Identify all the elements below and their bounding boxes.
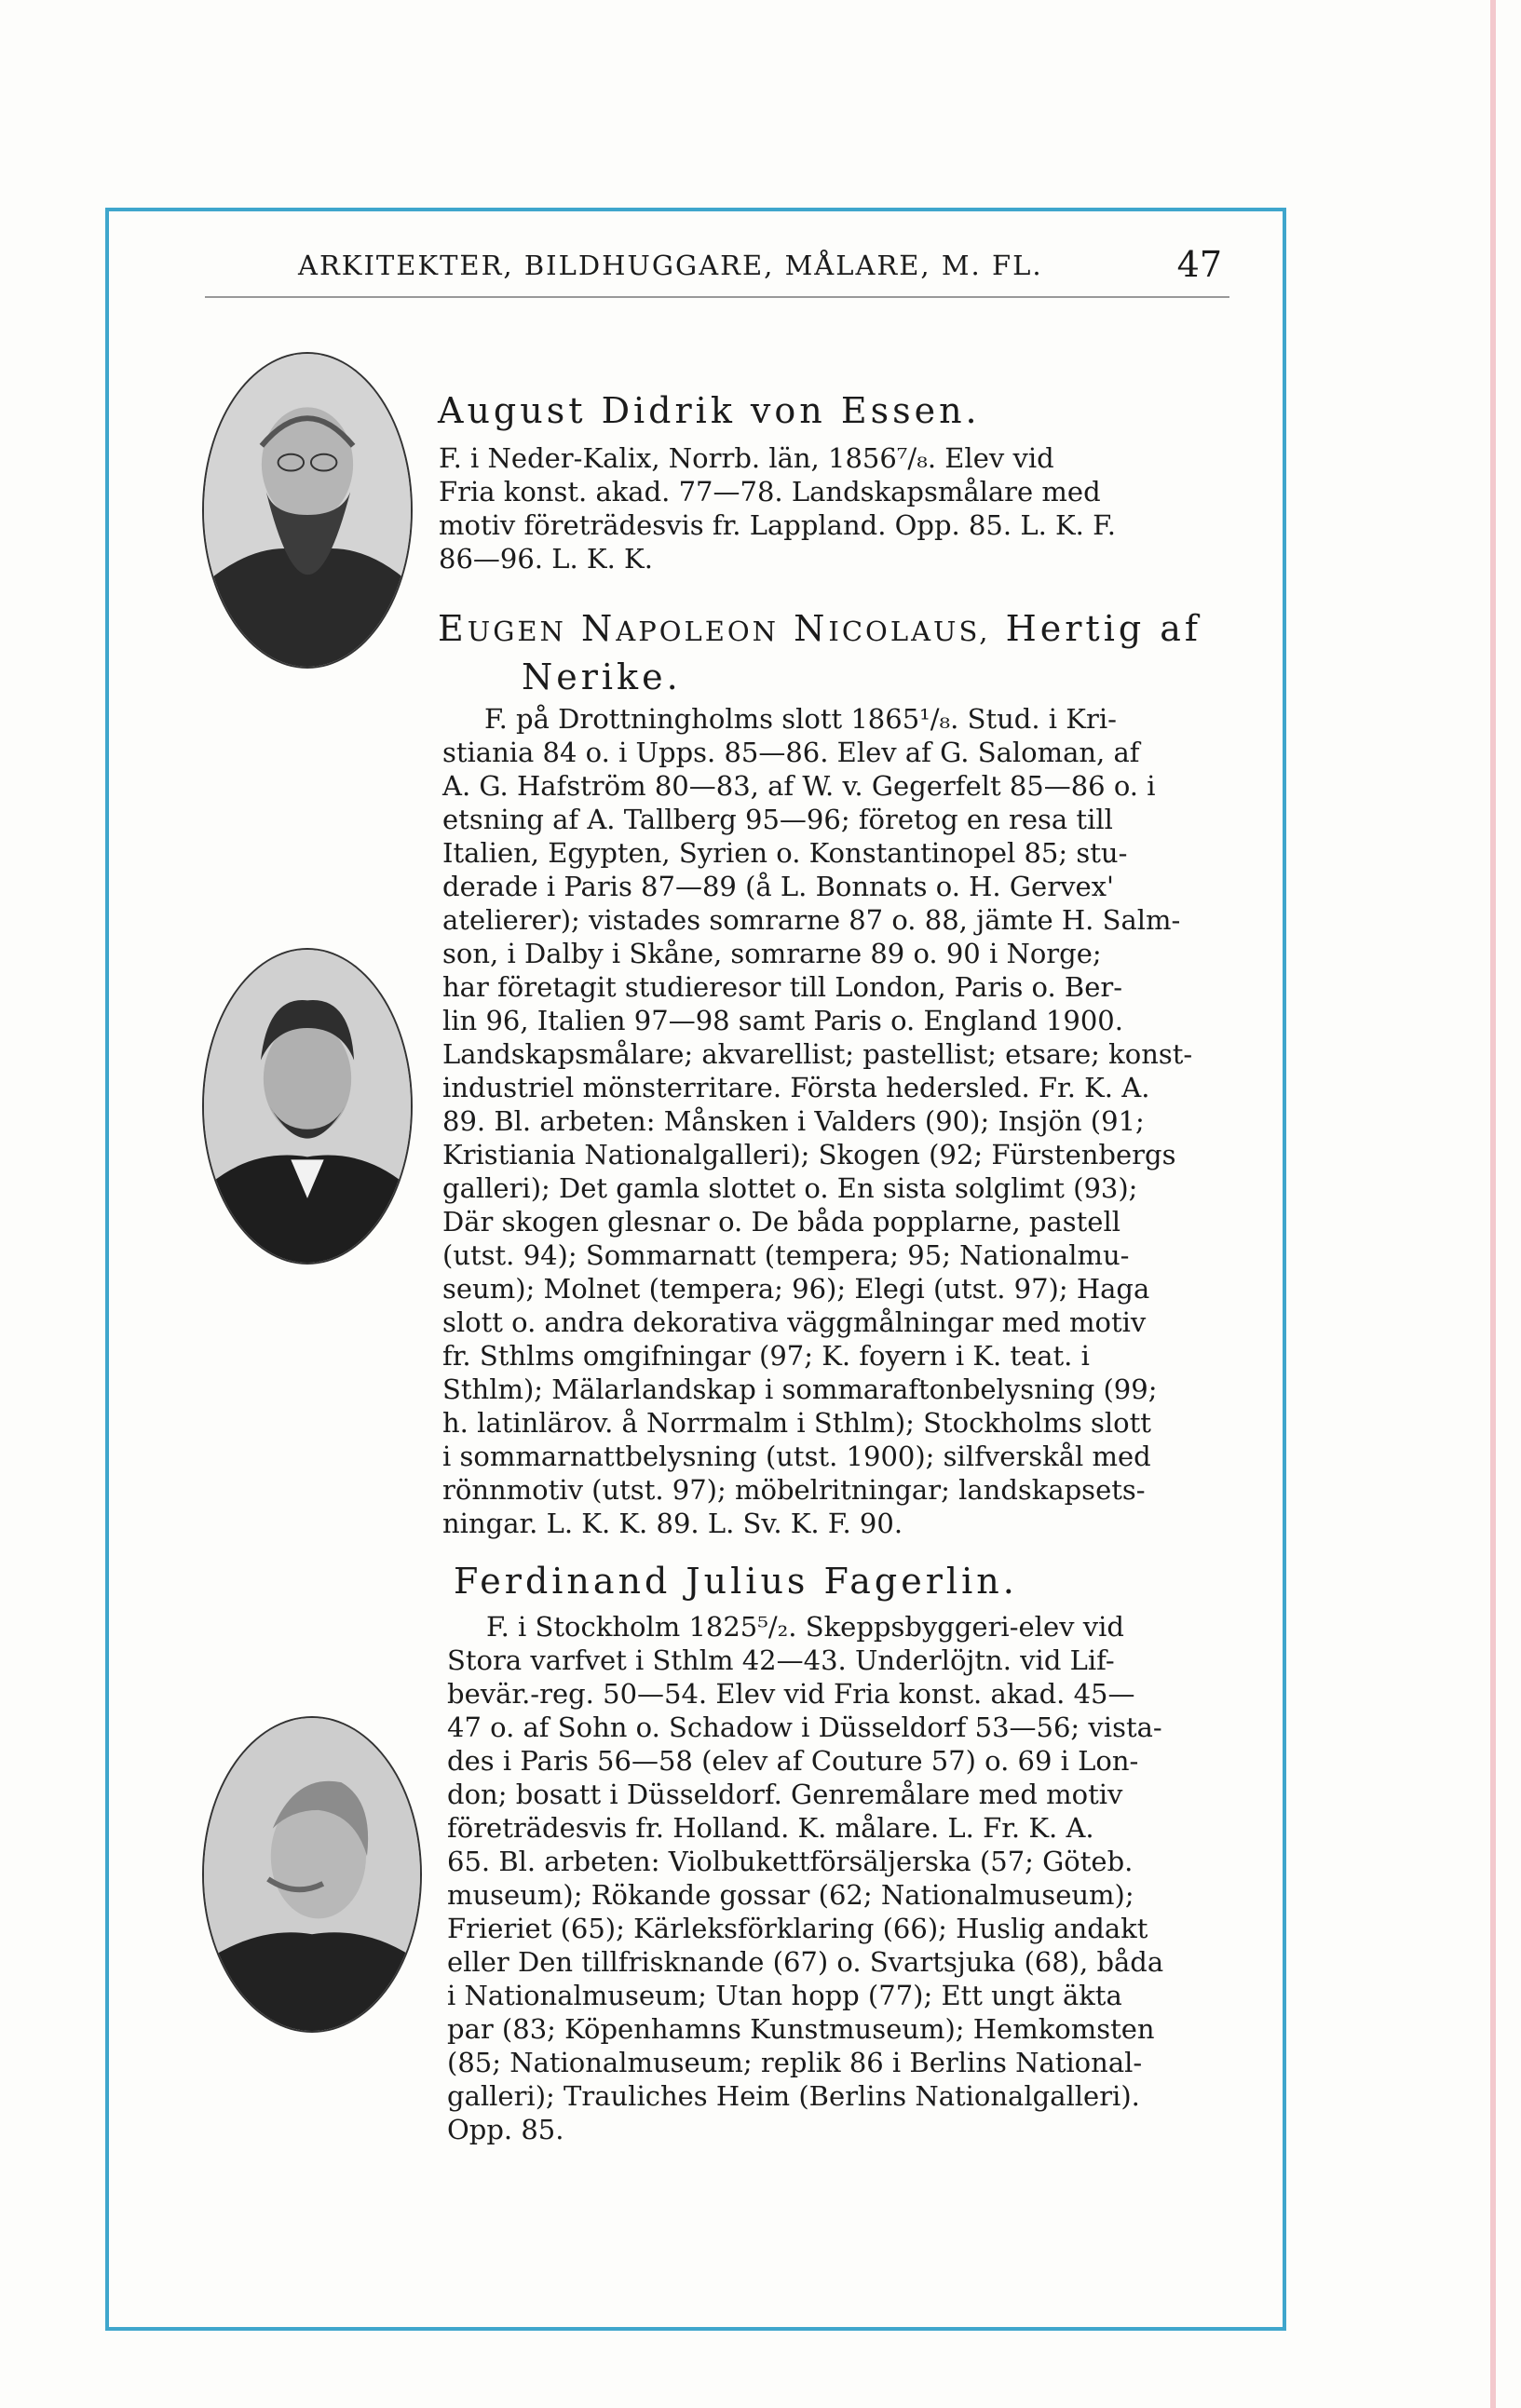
entry-name-ferdinand-julius-fagerlin: Ferdinand Julius Fagerlin. (454, 1561, 1018, 1602)
entry-3-line: bevär.-reg. 50—54. Elev vid Fria konst. akad. 45— (447, 1678, 1135, 1710)
entry-3-line: galleri); Trauliches Heim (Berlins Nationalgalleri). (447, 2080, 1140, 2112)
name-title: Hertig af (1005, 608, 1202, 649)
entry-2-line: etsning af A. Tallberg 95—96; företog en resa till (442, 804, 1113, 835)
name-small-caps: APOLEON (616, 616, 780, 647)
entry-2-line: Kristiania Nationalgalleri); Skogen (92; Fürstenbergs (442, 1139, 1176, 1170)
entry-2-line: h. latinlärov. å Norrmalm i Sthlm); Stockholms slott (442, 1407, 1151, 1439)
entry-2-line: son, i Dalby i Skåne, somrarne 89 o. 90 i Norge; (442, 938, 1102, 969)
running-header (298, 244, 1229, 291)
name-small-caps: UGEN (467, 616, 566, 647)
entry-name-eugen-napoleon-nicolaus (438, 608, 1202, 649)
entry-1-line: F. i Neder-Kalix, Norrb. län, 1856⁷/₈. Elev vid (439, 442, 1054, 474)
entry-2-line: Italien, Egypten, Syrien o. Konstantinopel 85; stu- (442, 837, 1128, 869)
entry-2-line: 89. Bl. arbeten: Månsken i Valders (90); Insjön (91; (442, 1105, 1145, 1137)
page-number: 47 (1176, 244, 1222, 285)
entry-2-line: (utst. 94); Sommarnatt (tempera; 95; Nationalmu- (442, 1239, 1130, 1271)
entry-name-august-didrik-von-essen: August Didrik von Essen. (438, 390, 981, 431)
entry-2-line: Där skogen glesnar o. De båda popplarne, pastell (442, 1206, 1120, 1238)
entry-2-line: rönnmotiv (utst. 97); möbelritningar; landskapsets- (442, 1474, 1146, 1506)
entry-2-line: i sommarnattbelysning (utst. 1900); silfverskål med (442, 1441, 1151, 1472)
portrait-august-didrik-von-essen (202, 352, 413, 669)
entry-1-line: Fria konst. akad. 77—78. Landskapsmålare med (439, 476, 1101, 507)
header-rule (205, 296, 1229, 298)
entry-3-line: i Nationalmuseum; Utan hopp (77); Ett ungt äkta (447, 1980, 1122, 2011)
entry-3-line: Frieriet (65); Kärleksförklaring (66); Huslig andakt (447, 1913, 1148, 1944)
paper-edge (1490, 0, 1496, 2408)
entry-2-line: industriel mönsterritare. Första hedersled. Fr. K. A. (442, 1072, 1150, 1103)
entry-2-line: ningar. L. K. K. 89. L. Sv. K. F. 90. (442, 1508, 903, 1539)
entry-2-line: seum); Molnet (tempera; 96); Elegi (utst. 97); Haga (442, 1273, 1150, 1305)
entry-2-line: Sthlm); Mälarlandskap i sommaraftonbelysning (99; (442, 1373, 1158, 1405)
entry-1-line: motiv företrädesvis fr. Lappland. Opp. 85. L. K. F. (439, 509, 1116, 541)
entry-3-line: museum); Rökande gossar (62; Nationalmuseum); (447, 1879, 1134, 1911)
entry-3-line: 65. Bl. arbeten: Violbukettförsäljerska (57; Göteb. (447, 1846, 1134, 1877)
header-title: ARKITEKTER, BILDHUGGARE, MÅLARE, M. FL. (298, 250, 1043, 281)
entry-2-line: atelierer); vistades somrarne 87 o. 88, jämte H. Salm- (442, 904, 1181, 936)
entry-3-line: eller Den tillfrisknande (67) o. Svartsjuka (68), båda (447, 1946, 1164, 1978)
entry-2-line: lin 96, Italien 97—98 samt Paris o. England 1900. (442, 1005, 1123, 1036)
entry-1-line: 86—96. L. K. K. (439, 543, 653, 575)
entry-2-line: fr. Sthlms omgifningar (97; K. foyern i K. teat. i (442, 1340, 1090, 1372)
entry-2-line: galleri); Det gamla slottet o. En sista solglimt (93); (442, 1172, 1138, 1204)
entry-2-line: derade i Paris 87—89 (å L. Bonnats o. H. Gervex' (442, 871, 1114, 902)
entry-3-line: des i Paris 56—58 (elev af Couture 57) o. 69 i Lon- (447, 1745, 1139, 1777)
name-initial: N (794, 608, 829, 649)
name-small-caps: ICOLAUS, (828, 616, 991, 647)
entry-2-line: Landskapsmålare; akvarellist; pastellist; etsare; konst- (442, 1038, 1193, 1070)
entry-2-line: stiania 84 o. i Upps. 85—86. Elev af G. Saloman, af (442, 737, 1140, 768)
entry-3-line: F. i Stockholm 1825⁵/₂. Skeppsbyggeri-elev vid (486, 1611, 1124, 1643)
name-initial: N (581, 608, 617, 649)
entry-3-line: (85; Nationalmuseum; replik 86 i Berlins National- (447, 2047, 1143, 2078)
entry-2-line: slott o. andra dekorativa väggmålningar med motiv (442, 1306, 1147, 1338)
portrait-eugen-napoleon-nicolaus (202, 948, 413, 1265)
entry-2-line: A. G. Hafström 80—83, af W. v. Gegerfelt 85—86 o. i (442, 770, 1156, 802)
portrait-ferdinand-julius-fagerlin (202, 1716, 422, 2033)
name-initial: E (438, 608, 468, 649)
entry-3-line: Stora varfvet i Sthlm 42—43. Underlöjtn. vid Lif- (447, 1644, 1115, 1676)
entry-3-line: Opp. 85. (447, 2114, 564, 2145)
entry-3-line: don; bosatt i Düsseldorf. Genremålare med motiv (447, 1779, 1123, 1810)
entry-2-line: har företagit studieresor till London, Paris o. Ber- (442, 971, 1123, 1003)
entry-2-line: F. på Drottningholms slott 1865¹/₈. Stud. i Kri- (484, 703, 1117, 735)
entry-3-line: par (83; Köpenhamns Kunstmuseum); Hemkomsten (447, 2013, 1155, 2045)
entry-name-eugen-line2: Nerike. (522, 656, 682, 697)
entry-3-line: 47 o. af Sohn o. Schadow i Düsseldorf 53—56; vista- (447, 1711, 1162, 1743)
entry-3-line: företrädesvis fr. Holland. K. målare. L. Fr. K. A. (447, 1812, 1094, 1844)
